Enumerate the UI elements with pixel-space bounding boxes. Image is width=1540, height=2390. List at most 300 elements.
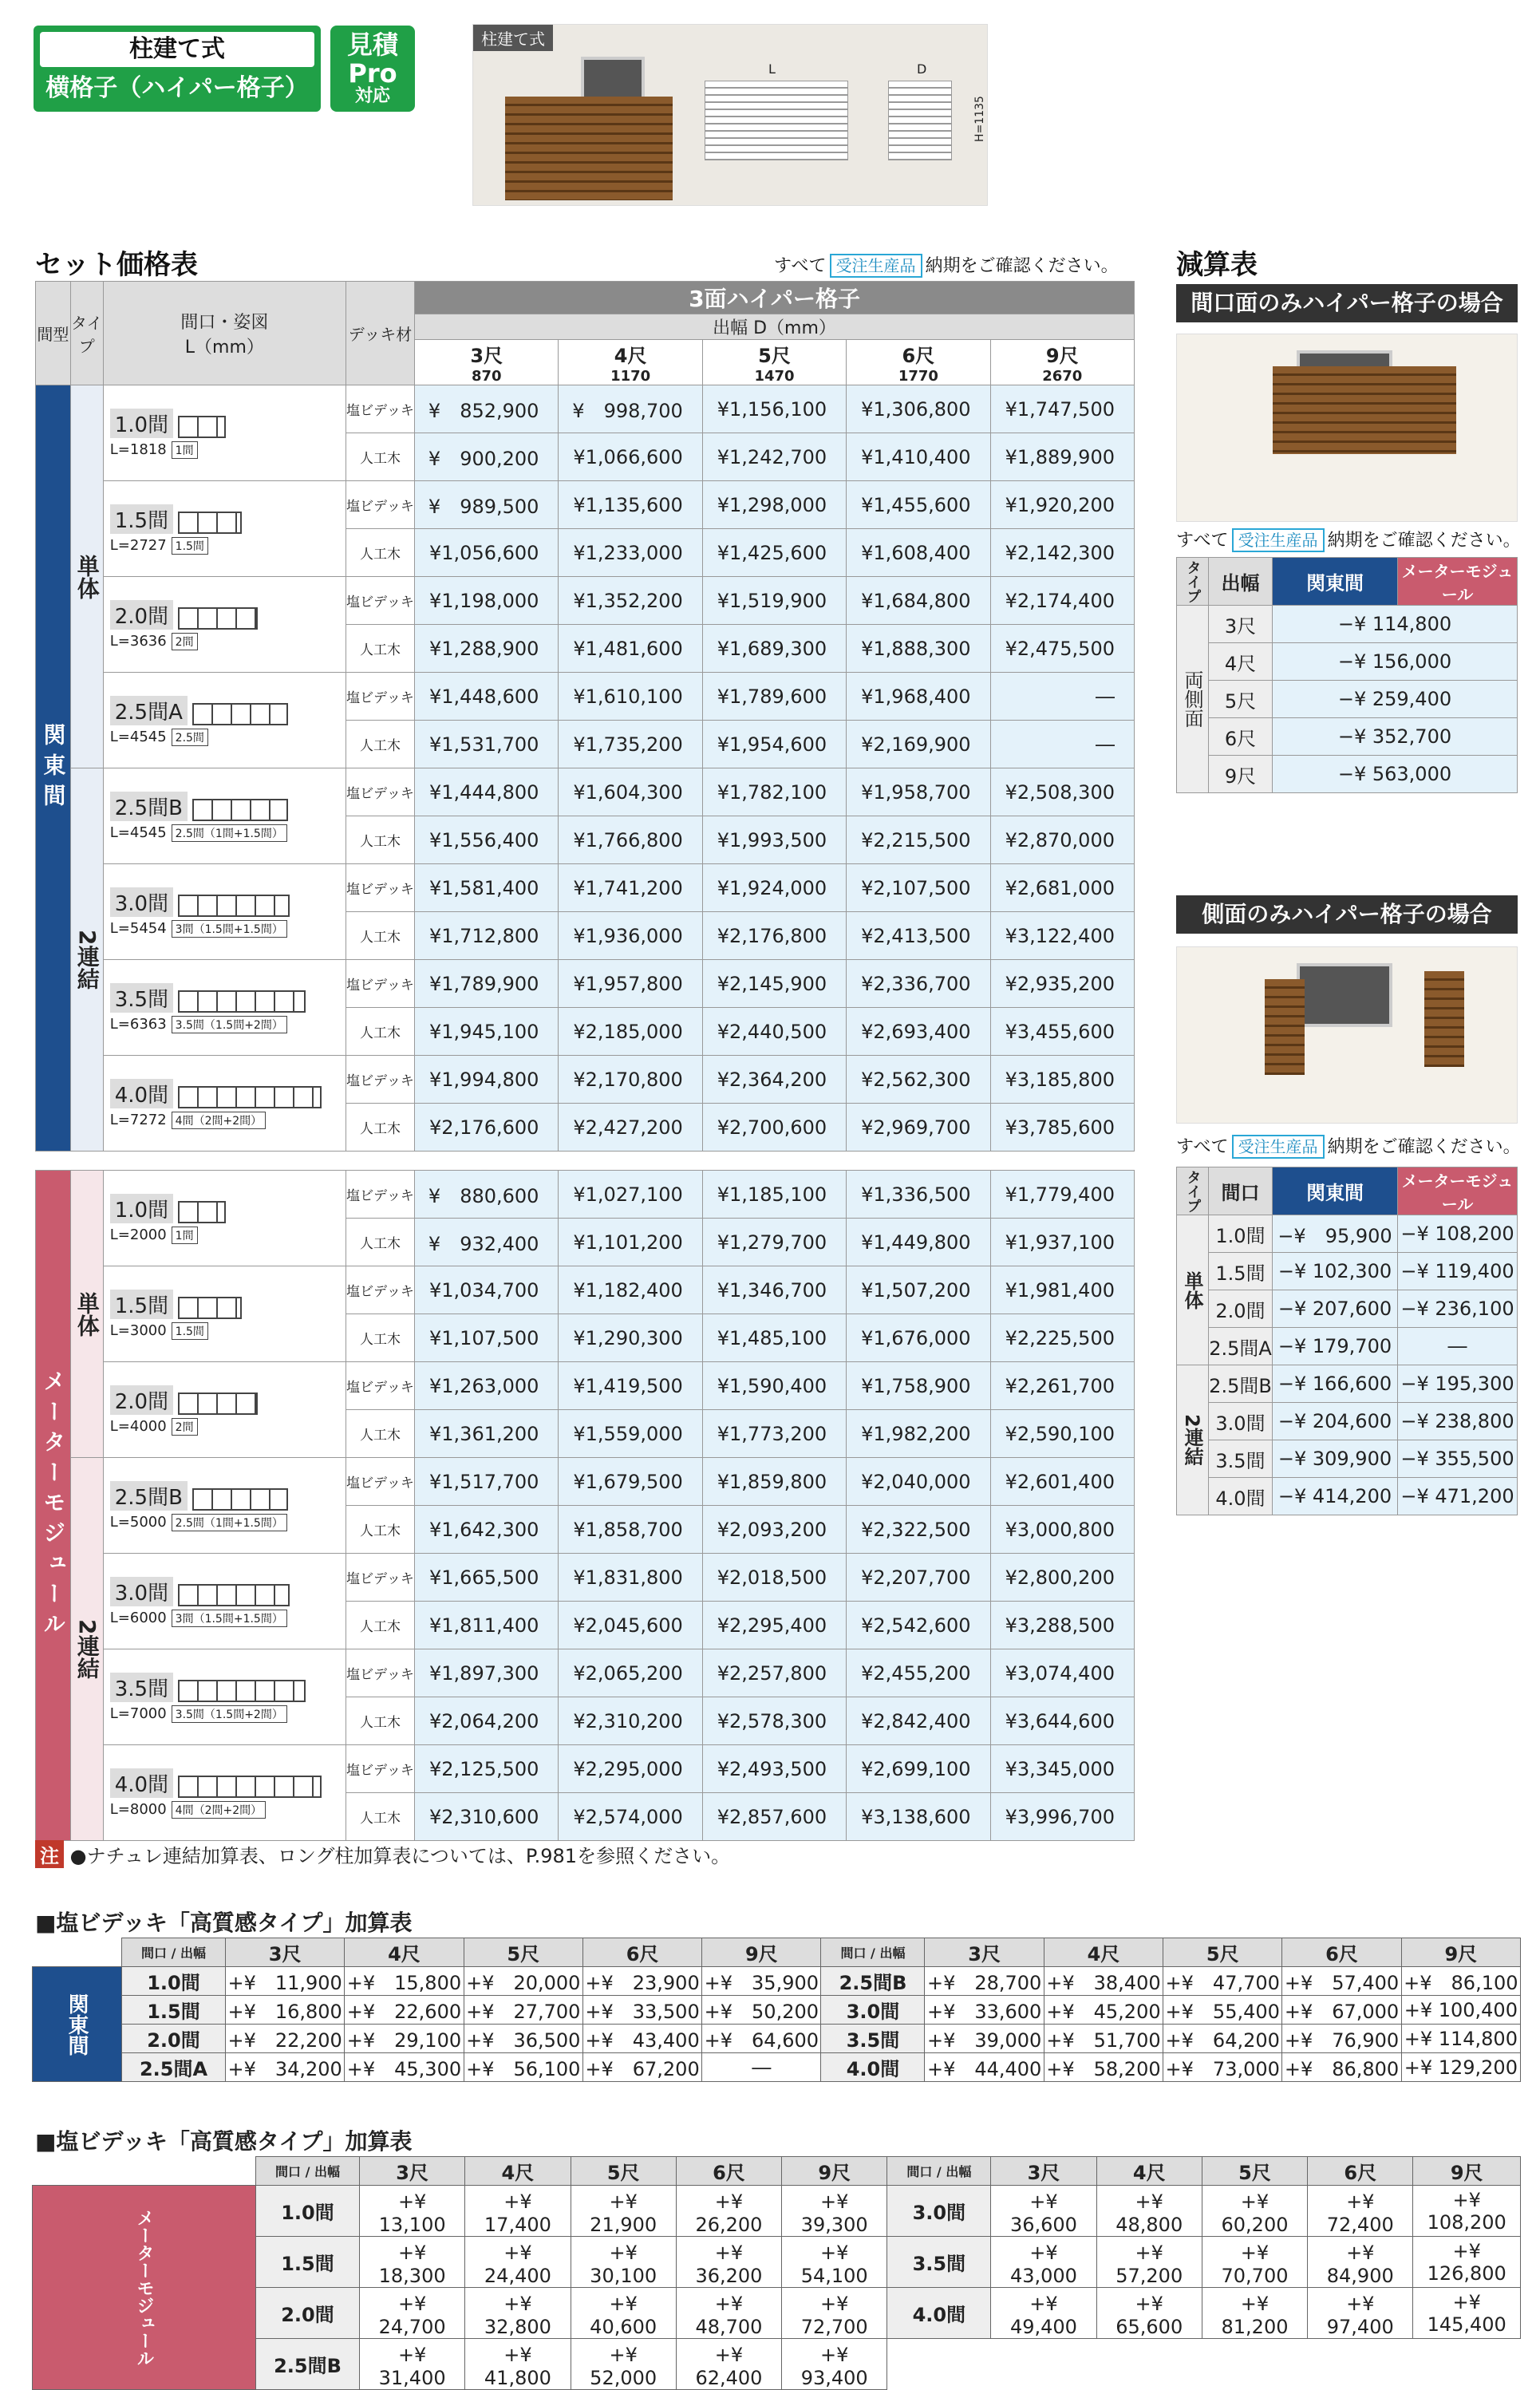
- price-cell: ¥2,455,200: [847, 1649, 990, 1697]
- price-cell: ¥1,993,500: [702, 816, 846, 864]
- depth-cell: 5尺: [1209, 681, 1273, 718]
- deck-cell: 塩ビデッキ: [346, 1171, 414, 1219]
- price-cell: ¥2,427,200: [559, 1104, 702, 1152]
- maguchi-label: 3.5間: [110, 983, 173, 1013]
- col-depth: 3尺: [226, 1938, 345, 1967]
- table-row: [36, 1171, 1135, 1219]
- price-cell: ¥1,747,500: [990, 385, 1134, 433]
- price-cell: ¥3,000,800: [990, 1506, 1134, 1554]
- deck-cell: 人工木: [346, 625, 414, 673]
- value-cell: −¥ 114,800: [1273, 606, 1518, 643]
- price-cell: ¥2,542,600: [847, 1602, 990, 1649]
- elevation-figure: [178, 416, 226, 438]
- price-cell: ¥1,665,500: [415, 1554, 559, 1602]
- price-cell: ¥1,448,600: [415, 673, 559, 721]
- note-pre: すべて: [1176, 1137, 1229, 1157]
- maguchi-label: 2.0間: [110, 600, 173, 630]
- maguchi-top: [110, 407, 346, 438]
- set-table-title: セット価格表: [35, 249, 198, 281]
- maguchi-bottom: [110, 441, 346, 459]
- deck-cell: 塩ビデッキ: [346, 1362, 414, 1410]
- deck-cell: 人工木: [346, 1410, 414, 1458]
- maguchi-top: [110, 1671, 346, 1702]
- add-value: +¥ 39,300: [782, 2186, 887, 2237]
- deck-cell: 人工木: [346, 912, 414, 960]
- add-value: +¥ 62,400: [676, 2339, 781, 2390]
- maguchi-label: 3.5間: [110, 1673, 173, 1702]
- price-cell: ¥ 932,400: [415, 1219, 559, 1266]
- gensan-title: 減算表: [1176, 249, 1258, 281]
- table-row: [36, 1649, 1135, 1697]
- add-value: +¥ 45,300: [345, 2053, 464, 2082]
- fence-panel: [505, 97, 673, 200]
- meter-value: ―: [1398, 1328, 1518, 1365]
- add-value: +¥ 31,400: [360, 2339, 465, 2390]
- front-elevation: [705, 81, 848, 160]
- price-cell: ¥1,481,600: [559, 625, 702, 673]
- maguchi-top: [110, 1077, 346, 1108]
- price-cell: ¥2,870,000: [990, 816, 1134, 864]
- corner-cell: 間口 / 出幅: [887, 2157, 991, 2186]
- price-cell: ¥2,693,400: [847, 1008, 990, 1056]
- depth-cell: 4尺: [1209, 643, 1273, 681]
- price-cell: ¥ 880,600: [415, 1171, 559, 1219]
- add-table-kanto: [32, 1938, 1521, 2082]
- maguchi-label: 2.0間: [110, 1385, 173, 1415]
- price-cell: ¥1,994,800: [415, 1056, 559, 1104]
- h-maguchi: 間口: [906, 2164, 933, 2179]
- footnote: [35, 1840, 730, 1868]
- maguchi-label: 1.0間: [110, 409, 173, 438]
- price-cell: ¥1,361,200: [415, 1410, 559, 1458]
- add-value: +¥ 24,700: [360, 2288, 465, 2339]
- price-cell: ¥2,107,500: [847, 864, 990, 912]
- h-type: タイプ: [70, 282, 103, 385]
- maguchi-bottom: [110, 729, 346, 746]
- header-row: [1177, 1167, 1518, 1215]
- deck-cell: 塩ビデッキ: [346, 768, 414, 816]
- price-cell: ¥1,676,000: [847, 1314, 990, 1362]
- kanto-value: −¥ 102,300: [1273, 1253, 1398, 1290]
- add-value: +¥ 29,100: [345, 2025, 464, 2053]
- price-cell: ¥1,507,200: [847, 1266, 990, 1314]
- maguchi-cell: 1.5間: [122, 1996, 226, 2025]
- kanto-value: −¥ 414,200: [1273, 1478, 1398, 1515]
- maguchi-cell: 3.0間: [821, 1996, 925, 2025]
- add-value: +¥ 33,600: [925, 1996, 1044, 2025]
- maguchi-top: [110, 790, 346, 821]
- maguchi-cell: 1.0間: [256, 2186, 360, 2237]
- col-mm: 1770: [898, 368, 938, 385]
- add-value: +¥ 108,200: [1413, 2186, 1521, 2237]
- gensan-photo-1: [1176, 334, 1518, 522]
- table-row: [36, 673, 1135, 721]
- header-row: [33, 1938, 1521, 1967]
- add-value: +¥ 38,400: [1044, 1967, 1163, 1996]
- elevation-figure: [178, 990, 306, 1013]
- set-table-note: [774, 252, 1119, 278]
- price-cell: ¥2,142,300: [990, 529, 1134, 577]
- maguchi-cell: 4.0間: [1209, 1478, 1273, 1515]
- maguchi-top: [110, 694, 346, 725]
- maguchi-top: [110, 1575, 346, 1606]
- price-cell: ¥1,298,000: [702, 481, 846, 529]
- price-cell: ¥1,306,800: [847, 385, 990, 433]
- price-cell: ¥ 998,700: [559, 385, 702, 433]
- elevation-figure: [178, 607, 258, 630]
- add-value: +¥ 27,700: [464, 1996, 582, 2025]
- price-cell: ¥1,233,000: [559, 529, 702, 577]
- L-value: L=2727: [109, 537, 167, 554]
- price-cell: ¥1,290,300: [559, 1314, 702, 1362]
- L-value: L=4545: [109, 729, 167, 745]
- price-cell: ¥1,279,700: [702, 1219, 846, 1266]
- maguchi-cell: [103, 1458, 346, 1554]
- add-value: +¥ 56,100: [464, 2053, 582, 2082]
- dim-L: L: [768, 61, 776, 77]
- price-cell: ¥2,176,800: [702, 912, 846, 960]
- price-cell: ¥1,066,600: [559, 433, 702, 481]
- price-cell: ¥2,322,500: [847, 1506, 990, 1554]
- type-cell: 2連結: [70, 1458, 103, 1841]
- price-cell: ¥2,169,900: [847, 721, 990, 768]
- col-depth: 9尺: [1401, 1938, 1520, 1967]
- table-row: [33, 2025, 1521, 2053]
- table-row: [1177, 1365, 1518, 1403]
- add-value: +¥ 48,800: [1096, 2186, 1202, 2237]
- price-cell: ¥1,425,600: [702, 529, 846, 577]
- maguchi-bottom: [110, 1418, 346, 1436]
- add-value: +¥ 35,900: [702, 1967, 821, 1996]
- price-cell: ―: [990, 721, 1134, 768]
- price-cell: ¥1,889,900: [990, 433, 1134, 481]
- maguchi-cell: 1.5間: [256, 2237, 360, 2288]
- add-value: +¥ 28,700: [925, 1967, 1044, 1996]
- add-value: +¥ 86,100: [1401, 1967, 1520, 1996]
- deck-cell: 人工木: [346, 721, 414, 768]
- deck-cell: 人工木: [346, 1506, 414, 1554]
- price-cell: ¥1,968,400: [847, 673, 990, 721]
- add-value: +¥ 21,900: [571, 2186, 676, 2237]
- col-mm: 2670: [1042, 368, 1083, 385]
- price-cell: ¥ 989,500: [415, 481, 559, 529]
- add-value: +¥ 34,200: [226, 2053, 345, 2082]
- type-cell: 単体: [1177, 1215, 1209, 1365]
- price-cell: ¥1,779,400: [990, 1171, 1134, 1219]
- L-value: L=5454: [109, 920, 167, 937]
- price-cell: ¥1,811,400: [415, 1602, 559, 1649]
- add-value: +¥ 52,000: [571, 2339, 676, 2390]
- price-cell: ¥2,064,200: [415, 1697, 559, 1745]
- add-value: +¥ 48,700: [676, 2288, 781, 2339]
- price-cell: ¥1,556,400: [415, 816, 559, 864]
- add-value: +¥ 11,900: [226, 1967, 345, 1996]
- maguchi-bottom: [110, 1705, 346, 1723]
- price-cell: ¥3,996,700: [990, 1793, 1134, 1841]
- maguchi-cell: 4.0間: [821, 2053, 925, 2082]
- col-shaku: 9尺: [1045, 345, 1079, 367]
- add-value: +¥ 93,400: [782, 2339, 887, 2390]
- price-cell: ―: [990, 673, 1134, 721]
- maguchi-top: [110, 1384, 346, 1415]
- deck-cell: 塩ビデッキ: [346, 481, 414, 529]
- price-cell: ¥1,034,700: [415, 1266, 559, 1314]
- price-cell: ¥2,475,500: [990, 625, 1134, 673]
- price-cell: ¥1,185,100: [702, 1171, 846, 1219]
- maguchi-cell: 3.5間: [821, 2025, 925, 2053]
- table-row: [1177, 1403, 1518, 1440]
- genre-header: [33, 1938, 122, 1967]
- price-cell: ¥2,440,500: [702, 1008, 846, 1056]
- col-shaku: 4尺: [614, 345, 647, 367]
- price-cell: ¥2,578,300: [702, 1697, 846, 1745]
- deck-cell: 塩ビデッキ: [346, 577, 414, 625]
- h-depth: 出幅: [1209, 558, 1273, 606]
- maguchi-label: 3.0間: [110, 887, 173, 917]
- price-cell: ¥1,156,100: [702, 385, 846, 433]
- maguchi-cell: [103, 1649, 346, 1745]
- price-cell: ¥3,644,600: [990, 1697, 1134, 1745]
- deck-cell: 塩ビデッキ: [346, 385, 414, 433]
- price-cell: ¥2,257,800: [702, 1649, 846, 1697]
- maguchi-cell: [103, 385, 346, 481]
- spacer-row: [36, 1152, 1135, 1171]
- price-cell: ¥2,574,000: [559, 1793, 702, 1841]
- col-depth: 4尺: [1044, 1938, 1163, 1967]
- price-cell: ¥1,336,500: [847, 1171, 990, 1219]
- maguchi-cell: [103, 1266, 346, 1362]
- add-value: +¥ 39,000: [925, 2025, 1044, 2053]
- col-depth: 9尺: [702, 1938, 821, 1967]
- deck-cell: 人工木: [346, 1219, 414, 1266]
- table-row: [1177, 643, 1518, 681]
- L-value: L=2000: [109, 1227, 167, 1243]
- L-value: L=3636: [109, 633, 167, 650]
- L-value: L=6363: [109, 1016, 167, 1033]
- price-cell: ¥2,040,000: [847, 1458, 990, 1506]
- L-value: L=7000: [109, 1705, 167, 1722]
- depth-cell: 6尺: [1209, 718, 1273, 756]
- col-depth: 6尺: [1282, 1938, 1401, 1967]
- add-value: +¥ 24,400: [465, 2237, 571, 2288]
- h-deck: デッキ材: [346, 282, 414, 385]
- mitsumori-l1: 見積: [346, 30, 398, 60]
- h-kanto: 関東間: [1273, 1167, 1398, 1215]
- price-cell: ¥2,295,000: [559, 1745, 702, 1793]
- table-row: [36, 577, 1135, 625]
- maguchi-top: [110, 598, 346, 630]
- maguchi-cell: 3.5間: [887, 2237, 991, 2288]
- table-row: [33, 2053, 1521, 2082]
- maguchi-bottom: [110, 1801, 346, 1819]
- meter-value: −¥ 238,800: [1398, 1403, 1518, 1440]
- maguchi-label: 1.5間: [110, 504, 173, 534]
- price-cell: ¥1,888,300: [847, 625, 990, 673]
- price-cell: ¥2,261,700: [990, 1362, 1134, 1410]
- price-cell: ¥2,364,200: [702, 1056, 846, 1104]
- add-value: +¥ 43,400: [582, 2025, 701, 2053]
- depth-cell: 3尺: [1209, 606, 1273, 643]
- price-cell: ¥1,288,900: [415, 625, 559, 673]
- note-post: 納期をご確認ください。: [925, 256, 1119, 276]
- col-depth: 3尺: [925, 1938, 1044, 1967]
- price-cell: ¥2,700,600: [702, 1104, 846, 1152]
- price-cell: ¥1,982,200: [847, 1410, 990, 1458]
- maguchi-label: 3.0間: [110, 1577, 173, 1606]
- price-cell: ¥1,604,300: [559, 768, 702, 816]
- add-value: +¥ 67,200: [582, 2053, 701, 2082]
- col-shaku: 6尺: [902, 345, 935, 367]
- kanto-value: −¥ 166,600: [1273, 1365, 1398, 1403]
- col-depth: 6尺: [676, 2157, 781, 2186]
- L-value: L=5000: [109, 1514, 167, 1531]
- deck-cell: 塩ビデッキ: [346, 1458, 414, 1506]
- col-shaku: 3尺: [470, 345, 503, 367]
- gensan-banner-2: 側面のみハイパー格子の場合: [1176, 895, 1518, 934]
- side-elevation: [888, 81, 952, 160]
- table-row: [1177, 718, 1518, 756]
- maguchi-cell: 2.5間B: [821, 1967, 925, 1996]
- table-row: [36, 1266, 1135, 1314]
- spacer: [36, 1152, 1135, 1171]
- corner-cell: 間口 / 出幅: [122, 1938, 226, 1967]
- add-value: +¥ 57,200: [1096, 2237, 1202, 2288]
- price-cell: ¥1,610,100: [559, 673, 702, 721]
- h-depth: 出幅: [879, 1946, 906, 1961]
- table-row: [36, 481, 1135, 529]
- col-depth: [415, 340, 559, 385]
- price-cell: ¥1,642,300: [415, 1506, 559, 1554]
- elevation-figure: [192, 799, 288, 821]
- add-value: +¥ 20,000: [464, 1967, 582, 1996]
- made-to-order-tag: 受注生産品: [1232, 1135, 1325, 1159]
- price-cell: ¥2,093,200: [702, 1506, 846, 1554]
- figure-label: 3間（1.5間+1.5間）: [172, 1610, 287, 1627]
- figure-label: 3間（1.5間+1.5間）: [172, 920, 287, 938]
- h-meter: メーターモジュール: [1398, 1167, 1518, 1215]
- price-cell: ¥1,517,700: [415, 1458, 559, 1506]
- maguchi-bottom: [110, 1514, 346, 1531]
- price-cell: ¥1,831,800: [559, 1554, 702, 1602]
- maguchi-bottom: [110, 537, 346, 555]
- price-cell: ¥1,198,000: [415, 577, 559, 625]
- maguchi-top: [110, 1479, 346, 1511]
- col-depth: 5尺: [464, 1938, 582, 1967]
- mitsumori-badge: [330, 26, 415, 112]
- col-depth: 5尺: [1202, 2157, 1307, 2186]
- price-cell: ¥2,207,700: [847, 1554, 990, 1602]
- h-maguchi: [103, 282, 346, 385]
- note-pre: すべて: [774, 256, 827, 276]
- table-row: [36, 1056, 1135, 1104]
- add-value: +¥ 49,400: [991, 2288, 1096, 2339]
- deck-cell: 塩ビデッキ: [346, 1056, 414, 1104]
- col-depth: 6尺: [582, 1938, 701, 1967]
- maguchi-bottom: [110, 1112, 346, 1129]
- made-to-order-tag: 受注生産品: [1232, 528, 1325, 552]
- maguchi-cell: 1.0間: [122, 1967, 226, 1996]
- elevation-figure: [178, 1680, 306, 1702]
- maguchi-cell: 2.5間A: [1209, 1328, 1273, 1365]
- price-cell: ¥2,413,500: [847, 912, 990, 960]
- maguchi-cell: [103, 864, 346, 960]
- kanto-value: −¥ 309,900: [1273, 1440, 1398, 1478]
- gensan-table-1: [1176, 557, 1518, 793]
- maguchi-bottom: [110, 1610, 346, 1627]
- h-maguchi: 間口: [274, 2164, 301, 2179]
- maguchi-top: [110, 886, 346, 917]
- deck-cell: 人工木: [346, 433, 414, 481]
- maguchi-cell: [103, 768, 346, 864]
- table-row: [33, 1996, 1521, 2025]
- price-cell: ¥1,485,100: [702, 1314, 846, 1362]
- col-depth: 9尺: [1413, 2157, 1521, 2186]
- col-depth: 5尺: [1163, 1938, 1282, 1967]
- deck-cell: 人工木: [346, 1697, 414, 1745]
- dim-D: D: [917, 61, 927, 77]
- price-cell: ¥1,858,700: [559, 1506, 702, 1554]
- deck-cell: 人工木: [346, 1008, 414, 1056]
- price-cell: ¥1,897,300: [415, 1649, 559, 1697]
- h-series: 3面ハイパー格子: [415, 282, 1135, 314]
- price-cell: ¥1,679,500: [559, 1458, 702, 1506]
- price-cell: ¥1,056,600: [415, 529, 559, 577]
- price-cell: ¥2,857,600: [702, 1793, 846, 1841]
- add-value: +¥ 40,600: [571, 2288, 676, 2339]
- table-row: [33, 2237, 1521, 2288]
- add-value: +¥ 33,500: [582, 1996, 701, 2025]
- elevation-figure: [178, 1584, 290, 1606]
- col-depth: 4尺: [345, 1938, 464, 1967]
- genre-cell: メーターモジュール: [36, 1171, 71, 1841]
- add-value: +¥ 72,700: [782, 2288, 887, 2339]
- price-cell: ¥1,789,900: [415, 960, 559, 1008]
- price-cell: ¥1,444,800: [415, 768, 559, 816]
- table-row: [36, 1554, 1135, 1602]
- maguchi-cell: 1.5間: [1209, 1253, 1273, 1290]
- table-row: [33, 1967, 1521, 1996]
- value-cell: −¥ 563,000: [1273, 756, 1518, 793]
- table-row: [1177, 606, 1518, 643]
- add-value: +¥ 70,700: [1202, 2237, 1307, 2288]
- price-cell: ¥1,789,600: [702, 673, 846, 721]
- maguchi-cell: 2.0間: [122, 2025, 226, 2053]
- maguchi-label: 2.5間B: [110, 792, 188, 821]
- h-maguchi: 間口: [140, 1946, 167, 1961]
- price-cell: ¥2,176,600: [415, 1104, 559, 1152]
- price-cell: ¥1,920,200: [990, 481, 1134, 529]
- price-cell: ¥1,182,400: [559, 1266, 702, 1314]
- gensan-banner-1: 間口面のみハイパー格子の場合: [1176, 284, 1518, 322]
- note-post: 納期をご確認ください。: [1327, 531, 1521, 551]
- maguchi-cell: [103, 1745, 346, 1841]
- price-cell: ¥1,027,100: [559, 1171, 702, 1219]
- price-cell: ¥1,945,100: [415, 1008, 559, 1056]
- price-cell: ¥1,712,800: [415, 912, 559, 960]
- col-mm: 1470: [754, 368, 795, 385]
- add-value: +¥ 36,200: [676, 2237, 781, 2288]
- maguchi-cell: 3.0間: [887, 2186, 991, 2237]
- price-cell: ¥2,295,400: [702, 1602, 846, 1649]
- table-row: [36, 385, 1135, 433]
- L-value: L=8000: [109, 1801, 167, 1818]
- figure-label: 2間: [172, 633, 198, 650]
- add-value: +¥ 23,900: [582, 1967, 701, 1996]
- deck-cell: 塩ビデッキ: [346, 864, 414, 912]
- maguchi-cell: 2.5間B: [1209, 1365, 1273, 1403]
- maguchi-top: [110, 1288, 346, 1319]
- price-cell: ¥3,785,600: [990, 1104, 1134, 1152]
